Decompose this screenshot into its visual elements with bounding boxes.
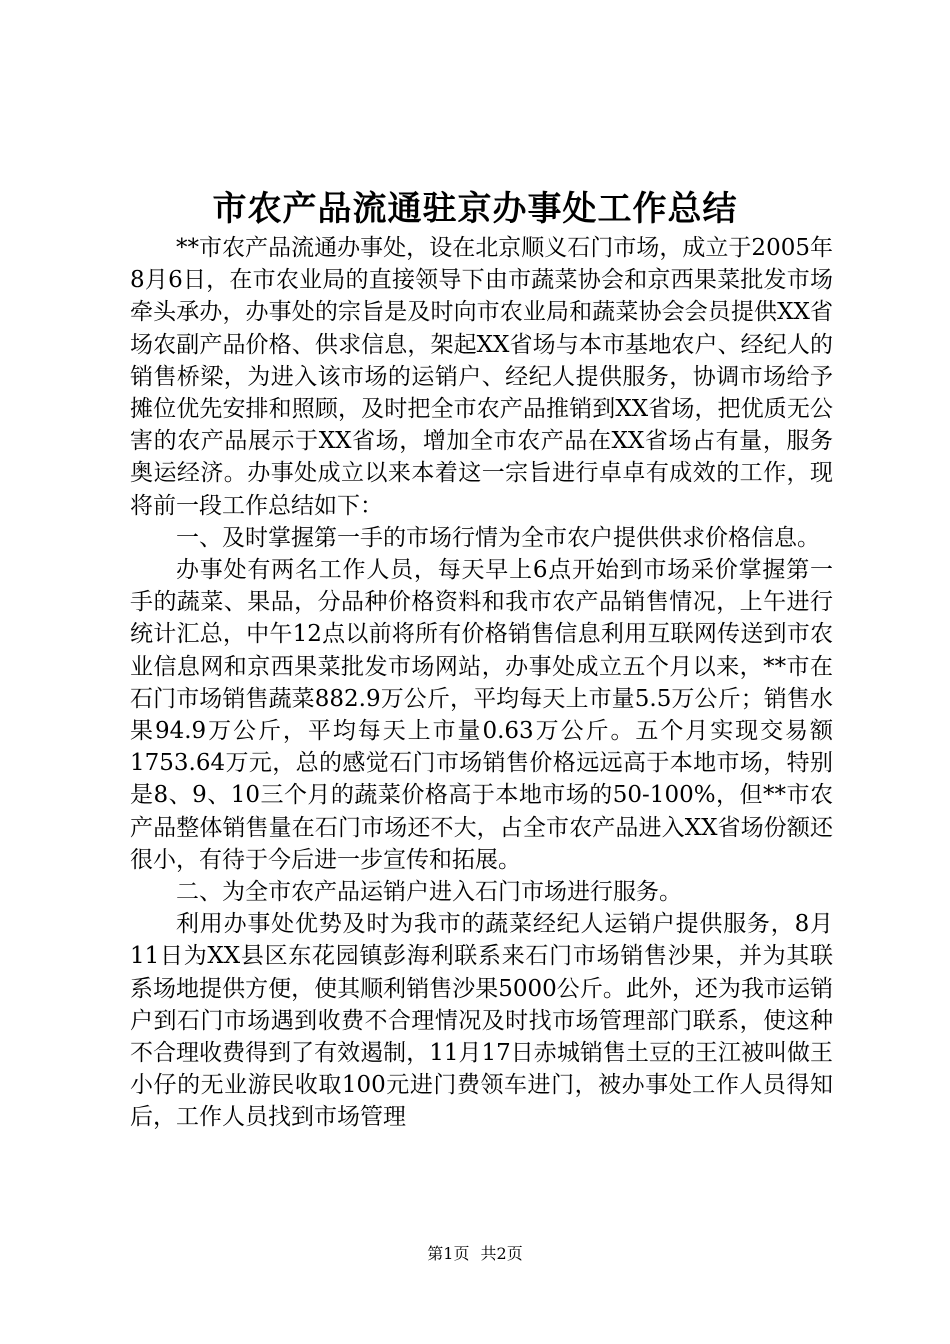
page-total: 共2页 xyxy=(480,1244,523,1263)
paragraph-section-2: 利用办事处优势及时为我市的蔬菜经纪人运销户提供服务，8月11日为XX县区东花园镇彭海利联系来石门市场销售沙果，并为其联系场地提供方便，使其顺利销售沙果5000公斤。此外，还为我市运销户到石门市场遇到收费不合理情况及时找市场管理部门联系，使这种不合理收费得到了有效遏制，11月17日赤城销售土豆的王江被叫做王小仔的无业游民收取100元进门费领车进门，被办事处工作人员得知后，工作人员找到市场管理 xyxy=(130,911,833,1131)
document-title: 市农产品流通驻京办事处工作总结 xyxy=(212,189,738,229)
section-heading-1: 一、及时掌握第一手的市场行情为全市农户提供供求价格信息。 xyxy=(176,524,820,551)
paragraph-section-1: 办事处有两名工作人员，每天早上6点开始到市场采价掌握第一手的蔬菜、果品，分品种价格资料和我市农产品销售情况，上午进行统计汇总，中午12点以前将所有价格销售信息利用互联网传送到市农业信息网和京西果菜批发市场网站，办事处成立五个月以来，**市在石门市场销售蔬菜882.9万公斤，平均每天上市量5.5万公斤；销售水果94.9万公斤，平均每天上市量0.63万公斤。五个月实现交易额1753.64万元，总的感觉石门市场销售价格远远高于本地市场，特别是8、9、10三个月的蔬菜价格高于本地市场的50-100%，但**市农产品整体销售量在石门市场还不大，占全市农产品进入XX省场份额还很小，有待于今后进一步宣传和拓展。 xyxy=(130,557,833,873)
page-number: 第1页 xyxy=(427,1244,470,1263)
page-footer xyxy=(0,1244,950,1264)
document-body xyxy=(130,232,833,1134)
section-heading-2: 二、为全市农产品运销户进入石门市场进行服务。 xyxy=(176,879,682,906)
paragraph-intro: **市农产品流通办事处，设在北京顺义石门市场，成立于2005年8月6日，在市农业局的直接领导下由市蔬菜协会和京西果菜批发市场牵头承办，办事处的宗旨是及时向市农业局和蔬菜协会会员提供XX省场农副产品价格、供求信息，架起XX省场与本市基地农户、经纪人的销售桥梁，为进入该市场的运销户、经纪人提供服务，协调市场给予摊位优先安排和照顾，及时把全市农产品推销到XX省场，把优质无公害的农产品展示于XX省场，增加全市农产品在XX省场占有量，服务奥运经济。办事处成立以来本着这一宗旨进行卓卓有成效的工作，现将前一段工作总结如下： xyxy=(130,235,833,519)
